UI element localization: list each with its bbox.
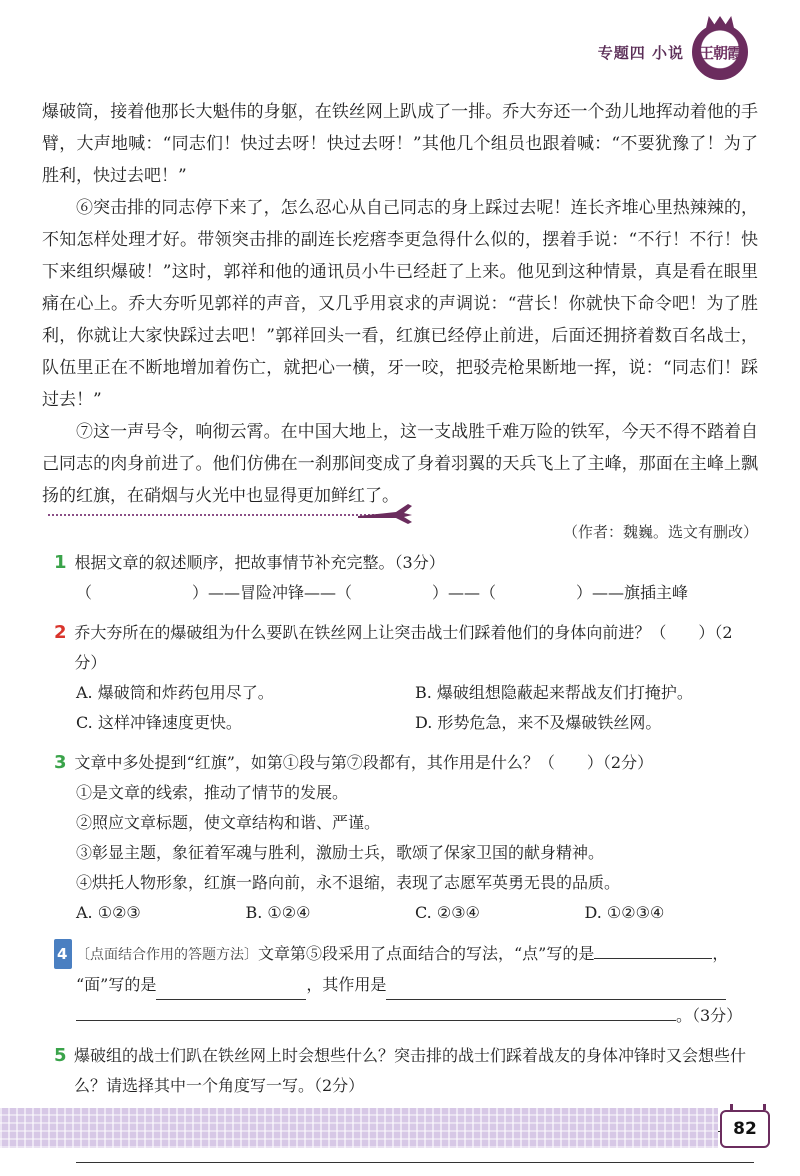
option-d[interactable]: D. 形势危急，来不及爆破铁丝网。 <box>415 713 662 732</box>
question-number: 2 <box>54 622 67 643</box>
option-a[interactable]: A. ①②③ <box>76 903 141 922</box>
airplane-icon <box>356 498 414 528</box>
question-2 <box>54 618 754 738</box>
point-answer-blank[interactable] <box>594 938 712 959</box>
footer-band <box>0 1108 718 1148</box>
statement-1: ①是文章的线索，推动了情节的发展。 <box>76 783 349 802</box>
question-number: 1 <box>54 552 67 573</box>
option-c[interactable]: C. ②③④ <box>415 903 480 922</box>
surface-answer-blank[interactable] <box>156 979 306 1000</box>
statement-2: ②照应文章标题，使文章结构和谐、严谨。 <box>76 813 381 832</box>
logo-text: 王朝霞 <box>698 43 741 62</box>
plot-blanks: （ ）——冒险冲锋——（ ）——（ ）——旗插主峰 <box>54 578 754 608</box>
question-1 <box>54 548 754 608</box>
question-text: 文章中多处提到“红旗”，如第①段与第⑦段都有，其作用是什么？（ ）（2分） <box>74 753 654 772</box>
question-tag: 〔点面结合作用的答题方法〕 <box>76 947 258 963</box>
page-number: 82 <box>720 1110 770 1148</box>
effect-answer-blank[interactable] <box>386 979 726 1000</box>
page-header <box>598 24 748 80</box>
question-text: 爆破组的战士们趴在铁丝网上时会想些什么？突击排的战士们踩着战友的身体冲锋时又会想些什么？请选择其中一个角度写一写。（2分） <box>74 1046 747 1095</box>
answer-blank-1[interactable] <box>92 588 192 608</box>
paragraph-7: ⑦这一声号令，响彻云霄。在中国大地上，这一支战胜千难万险的铁军，今天不得不踏着自己同志的肉身前进了。他们仿佛在一刹那间变成了身着羽翼的天兵飞上了主峰，那面在主峰上飘扬的红旗，在硝烟与火光中也显得更加鲜红了。 <box>42 422 758 506</box>
paragraph-6: ⑥突击排的同志停下来了，怎么忍心从自己同志的身上踩过去呢！连长齐堆心里热辣辣的，不知怎样处理才好。带领突击排的副连长疙瘩李更急得什么似的，摆着手说：“不行！不行！快下来组织爆破！”这时，郭祥和他的通讯员小牛已经赶了上来。他见到这种情景，真是看在眼里痛在心上。乔大夯听见郭祥的声音，又几乎用哀求的声调说：“营长！你就快下命令吧！为了胜利，你就让大家快踩过去吧！”郭祥回头一看，红旗已经停止前进，后面还拥挤着数百名战士，队伍里正在不断地增加着伤亡，就把心一横，牙一咬，把驳壳枪果断地一挥，说：“同志们！踩过去！” <box>42 198 758 410</box>
question-4: 4 〔点面结合作用的答题方法〕 文章第⑤段采用了点面结合的写法，“点”写的是 ， “面”写的是 ，其作用是 。（3分） <box>54 938 754 1031</box>
question-text: 根据文章的叙述顺序，把故事情节补充完整。（3分） <box>74 553 445 572</box>
options-row <box>54 708 754 738</box>
option-b[interactable]: B. 爆破组想隐蔽起来帮战友们打掩护。 <box>415 683 693 702</box>
statement-4: ④烘托人物形象，红旗一路向前，永不退缩，表现了志愿军英勇无畏的品质。 <box>76 873 621 892</box>
crown-logo-icon <box>692 24 748 80</box>
paragraph-5-end: 爆破筒，接着他那长大魁伟的身躯，在铁丝网上趴成了一排。乔大夯还一个劲儿地挥动着他的手臂，大声地喊：“同志们！快过去呀！快过去呀！”其他几个组员也跟着喊：“不要犹豫了！为了胜利，快过去吧！” <box>42 102 758 186</box>
article-body <box>42 96 758 548</box>
question-number: 5 <box>54 1045 67 1066</box>
statement-3: ③彰显主题，象征着军魂与胜利，激励士兵，歌颂了保家卫国的献身精神。 <box>76 843 605 862</box>
question-number: 4 <box>54 939 72 969</box>
option-d[interactable]: D. ①②③④ <box>584 903 665 922</box>
question-number: 3 <box>54 752 67 773</box>
option-b[interactable]: B. ①②④ <box>245 903 311 922</box>
section-divider <box>48 514 378 516</box>
option-c[interactable]: C. 这样冲锋速度更快。 <box>76 713 242 732</box>
answer-blank-3[interactable] <box>496 588 576 608</box>
options-row <box>54 678 754 708</box>
answer-blank-2[interactable] <box>352 588 432 608</box>
questions-section <box>54 548 754 1173</box>
effect-answer-blank-continued[interactable] <box>76 1000 676 1021</box>
question-text: 文章第⑤段采用了点面结合的写法，“点”写的是 <box>258 944 595 963</box>
option-a[interactable]: A. 爆破筒和炸药包用尽了。 <box>76 683 274 702</box>
question-3 <box>54 748 754 928</box>
section-title: 专题四 小说 <box>597 43 684 62</box>
question-text: 乔大夯所在的爆破组为什么要趴在铁丝网上让突击战士们踩着他们的身体向前进？（ ）（2分） <box>74 623 733 672</box>
article-source: （作者：魏巍。选文有删改） <box>562 523 758 541</box>
options-row <box>54 898 754 928</box>
